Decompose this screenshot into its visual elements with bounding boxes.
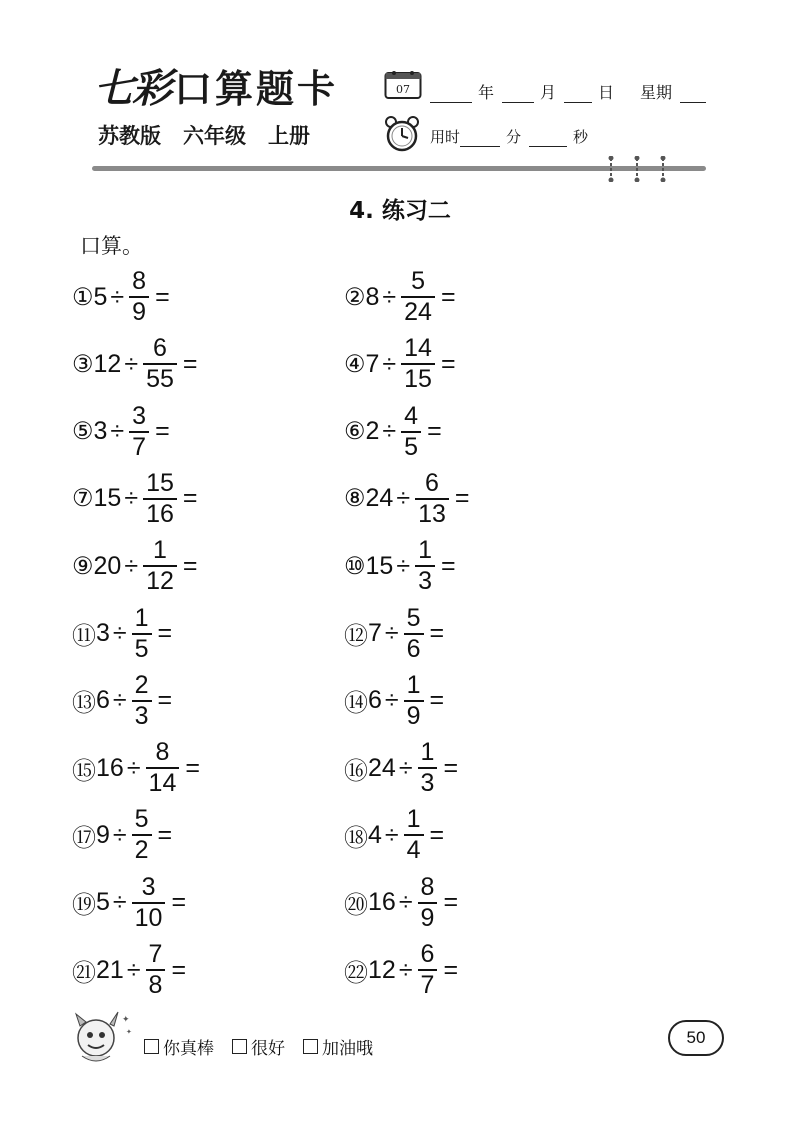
fraction (404, 603, 424, 663)
equals-sign: = (171, 888, 187, 917)
fraction (132, 670, 152, 730)
equals-sign: = (185, 753, 200, 782)
mascot-icon (70, 1008, 132, 1068)
equals-sign: = (182, 551, 198, 580)
weekday-blank[interactable] (680, 86, 706, 103)
dividend: 15 (365, 551, 394, 580)
denominator: 9 (132, 298, 147, 326)
denominator: 24 (404, 298, 432, 326)
equals-sign: = (440, 282, 456, 311)
calendar-label: 07 (396, 83, 410, 96)
divide-sign: ÷ (124, 551, 139, 580)
denominator: 15 (404, 365, 432, 394)
divide-sign: ÷ (382, 417, 397, 446)
equals-sign: = (429, 619, 445, 647)
fraction (415, 538, 435, 594)
calendar-icon (384, 70, 422, 100)
svg-text:✦: ✦ (122, 1015, 130, 1025)
problem-item (72, 470, 197, 528)
checkbox-icon[interactable] (232, 1039, 247, 1054)
fraction (146, 740, 180, 796)
seconds-blank[interactable] (529, 130, 567, 147)
divide-sign: ÷ (396, 551, 411, 580)
equals-sign: = (157, 820, 173, 849)
dividend: 7 (368, 619, 382, 647)
divide-sign: ÷ (384, 820, 399, 849)
divide-sign: ÷ (112, 686, 127, 715)
denominator: 55 (146, 365, 174, 394)
time-prefix: 用时 (430, 128, 461, 146)
day-label: 日 (598, 83, 615, 102)
problem-item (72, 806, 172, 864)
problem-number: ⑪ (72, 623, 96, 650)
denominator: 10 (134, 903, 163, 932)
denominator: 5 (134, 634, 149, 663)
numerator: 8 (132, 267, 147, 295)
eval-option-keep-going[interactable]: 加油哦 (303, 1034, 373, 1059)
problem-number: ⑥ (344, 418, 366, 446)
time-fill-row (430, 126, 596, 147)
numerator: 3 (132, 401, 147, 430)
problem-number: ⑧ (344, 485, 366, 513)
numerator: 1 (420, 738, 435, 767)
equals-sign: = (440, 349, 456, 378)
dividend: 2 (365, 417, 380, 446)
brand-title: 口算题卡 (174, 67, 339, 111)
denominator: 3 (418, 567, 432, 596)
seconds-label: 秒 (573, 128, 589, 146)
edition-volume: 上册 (268, 124, 310, 148)
dividend: 16 (96, 753, 124, 782)
dividend: 16 (368, 888, 396, 917)
problem-number: ② (344, 283, 366, 311)
day-blank[interactable] (564, 86, 592, 103)
problem-number: ⑤ (72, 418, 94, 446)
fraction (132, 807, 152, 863)
dividend: 24 (368, 753, 396, 782)
equals-sign: = (454, 484, 470, 513)
binder-ring-icon (660, 156, 666, 182)
clock-icon (382, 116, 422, 152)
date-fill-row (430, 80, 706, 103)
divide-sign: ÷ (124, 484, 139, 513)
fraction (401, 401, 421, 461)
dividend: 24 (365, 484, 394, 513)
dividend: 20 (93, 551, 122, 580)
numerator: 4 (404, 401, 419, 430)
numerator: 1 (134, 603, 149, 632)
numerator: 8 (155, 738, 170, 767)
numerator: 15 (146, 468, 174, 497)
minutes-blank[interactable] (460, 130, 500, 147)
dividend: 3 (93, 417, 108, 446)
problem-number: ⑦ (72, 485, 94, 513)
divide-sign: ÷ (396, 484, 411, 513)
equals-sign: = (157, 686, 173, 715)
svg-text:✦: ✦ (126, 1028, 132, 1036)
problem-number: ⑩ (344, 552, 366, 580)
problem-item (72, 335, 197, 393)
equals-sign: = (171, 955, 187, 984)
fraction (404, 670, 424, 730)
dividend: 7 (365, 349, 380, 378)
problem-item (72, 268, 170, 326)
dividend: 9 (96, 820, 110, 849)
problem-item (344, 941, 458, 999)
denominator: 8 (148, 971, 163, 999)
year-label: 年 (478, 83, 495, 102)
problem-number: ⑫ (344, 623, 368, 650)
divide-sign: ÷ (110, 417, 125, 446)
equals-sign: = (440, 551, 456, 580)
dividend: 21 (96, 955, 124, 984)
numerator: 1 (153, 536, 167, 565)
numerator: 5 (134, 805, 149, 834)
problem-item (72, 537, 197, 595)
problem-number: ⑯ (344, 757, 368, 785)
divide-sign: ÷ (398, 955, 413, 984)
problem-item (344, 268, 456, 326)
denominator: 9 (406, 701, 421, 730)
self-evaluation (144, 1034, 373, 1059)
divide-sign: ÷ (384, 619, 399, 647)
denominator: 5 (404, 432, 419, 461)
problem-item (344, 672, 444, 730)
month-blank[interactable] (502, 86, 534, 103)
problem-number: ⑬ (72, 690, 96, 718)
eval-option-great[interactable]: 你真棒 (144, 1034, 214, 1059)
divide-sign: ÷ (124, 349, 139, 378)
denominator: 12 (146, 567, 174, 596)
fraction (143, 538, 177, 594)
divide-sign: ÷ (382, 349, 397, 378)
numerator: 7 (148, 940, 163, 968)
fraction (143, 336, 177, 392)
divide-sign: ÷ (112, 888, 127, 917)
binder-ring-icon (608, 156, 614, 182)
edition-line (98, 120, 310, 150)
problem-item (344, 537, 456, 595)
denominator: 16 (146, 499, 174, 528)
problem-number: ⑭ (344, 690, 368, 718)
brand-logo: 七彩 (94, 65, 170, 112)
numerator: 6 (420, 940, 435, 968)
problem-number: ④ (344, 350, 366, 378)
problem-number: ⑱ (344, 824, 368, 852)
problem-number: ⑰ (72, 824, 96, 852)
equals-sign: = (155, 282, 170, 311)
problem-number: ① (72, 283, 94, 311)
problem-item (344, 335, 456, 393)
fraction (415, 468, 449, 528)
fraction (401, 269, 435, 325)
weekday-label: 星期 (640, 83, 673, 102)
denominator: 7 (132, 432, 147, 461)
edition-publisher: 苏教版 (98, 124, 161, 148)
fraction (129, 401, 149, 461)
page-number: 50 (668, 1020, 724, 1056)
equals-sign: = (429, 820, 445, 849)
divide-sign: ÷ (398, 753, 413, 782)
problem-number: ⑨ (72, 552, 94, 580)
problem-number: ⑳ (344, 892, 368, 920)
dividend: 3 (96, 619, 110, 647)
problem-number: ㉑ (72, 959, 96, 987)
denominator: 14 (148, 769, 177, 798)
equals-sign: = (443, 888, 459, 917)
fraction (146, 942, 166, 998)
numerator: 14 (404, 334, 432, 363)
problem-item (72, 672, 172, 730)
problem-item (72, 403, 170, 461)
problem-item (72, 605, 172, 663)
equals-sign: = (429, 686, 445, 715)
divide-sign: ÷ (112, 619, 127, 647)
equals-sign: = (443, 955, 459, 984)
fraction (418, 872, 438, 932)
denominator: 2 (134, 836, 149, 865)
fraction (132, 872, 166, 932)
dividend: 8 (365, 282, 380, 311)
fraction (401, 336, 435, 392)
denominator: 4 (406, 836, 421, 865)
problem-item (344, 874, 458, 932)
dividend: 5 (93, 282, 108, 311)
equals-sign: = (182, 349, 198, 378)
equals-sign: = (443, 753, 459, 782)
problem-number: ⑲ (72, 892, 96, 920)
minutes-label: 分 (506, 128, 522, 146)
eval-option-good[interactable]: 很好 (232, 1034, 285, 1059)
brand (94, 66, 338, 112)
numerator: 2 (134, 670, 149, 699)
numerator: 8 (420, 872, 435, 901)
dividend: 15 (93, 484, 122, 513)
equals-sign: = (155, 417, 170, 446)
numerator: 5 (406, 603, 421, 632)
binder-ring-icon (634, 156, 640, 182)
problem-item (344, 806, 444, 864)
denominator: 7 (420, 971, 435, 999)
equals-sign: = (182, 484, 198, 513)
fraction (129, 269, 149, 325)
edition-grade: 六年级 (183, 124, 246, 148)
problem-number: ⑮ (72, 757, 96, 785)
dividend: 6 (96, 686, 110, 715)
checkbox-icon[interactable] (144, 1039, 159, 1054)
problem-item (344, 605, 444, 663)
divide-sign: ÷ (398, 888, 413, 917)
numerator: 1 (406, 670, 421, 699)
fraction (418, 740, 438, 796)
divide-sign: ÷ (110, 282, 125, 311)
numerator: 1 (406, 805, 421, 834)
fraction (132, 603, 152, 663)
fraction (418, 942, 438, 998)
numerator: 1 (418, 536, 432, 565)
instruction: 口算。 (80, 234, 143, 258)
fraction (143, 468, 177, 528)
problem-item (344, 739, 458, 797)
problem-item (344, 403, 442, 461)
numerator: 6 (153, 334, 167, 363)
divide-sign: ÷ (112, 820, 127, 849)
problem-item (72, 739, 200, 797)
divide-sign: ÷ (126, 753, 141, 782)
problem-item (72, 874, 186, 932)
problem-number: ③ (72, 350, 94, 378)
month-label: 月 (540, 83, 557, 102)
divide-sign: ÷ (384, 686, 399, 715)
equals-sign: = (427, 417, 442, 446)
year-blank[interactable] (430, 86, 472, 103)
problem-item (72, 941, 186, 999)
fraction (404, 807, 424, 863)
numerator: 5 (411, 267, 426, 295)
dividend: 4 (368, 820, 382, 849)
dividend: 12 (93, 349, 122, 378)
denominator: 13 (418, 499, 446, 528)
dividend: 12 (368, 955, 396, 984)
problem-item (344, 470, 469, 528)
dividend: 6 (368, 686, 382, 715)
divide-sign: ÷ (382, 282, 397, 311)
equals-sign: = (157, 619, 173, 647)
denominator: 3 (134, 701, 149, 730)
lesson-title: 4. 练习二 (349, 198, 451, 224)
divide-sign: ÷ (126, 955, 141, 984)
denominator: 6 (406, 634, 421, 663)
numerator: 6 (425, 468, 439, 497)
numerator: 3 (141, 872, 156, 901)
denominator: 9 (420, 903, 435, 932)
denominator: 3 (420, 769, 435, 798)
problem-number: ㉒ (344, 959, 368, 987)
checkbox-icon[interactable] (303, 1039, 318, 1054)
dividend: 5 (96, 888, 110, 917)
